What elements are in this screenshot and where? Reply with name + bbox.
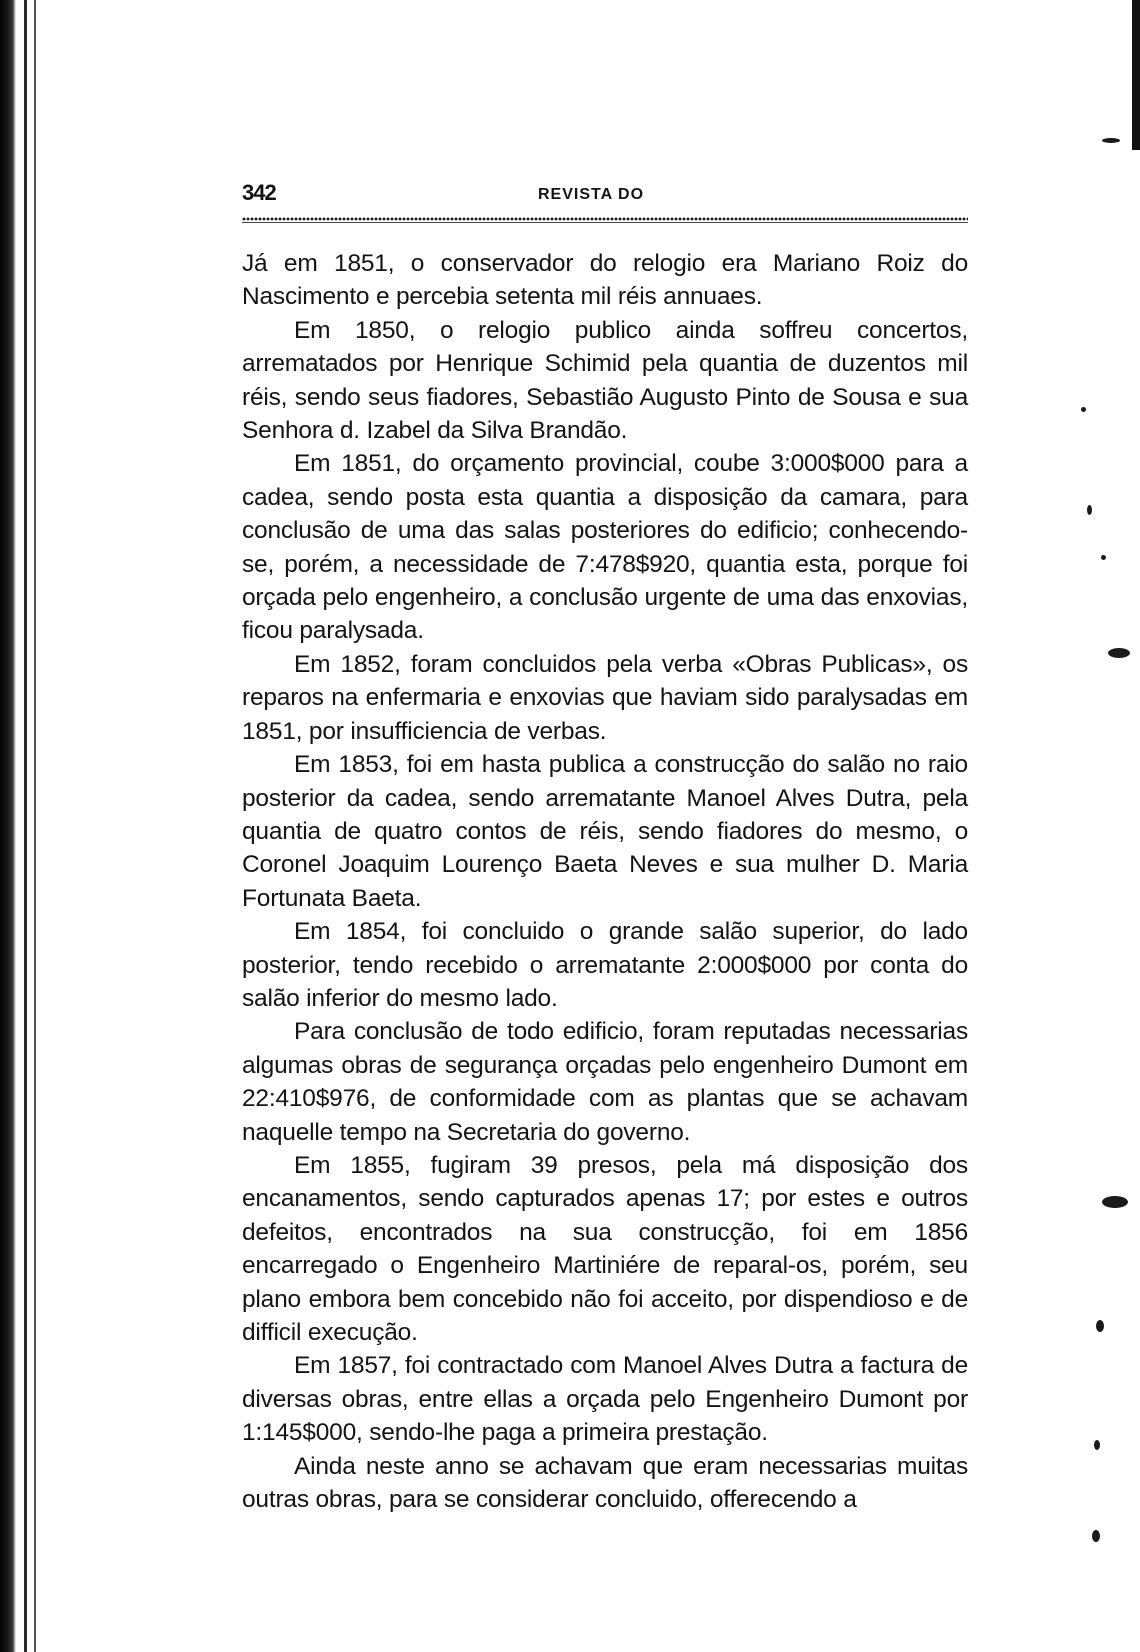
scan-speck bbox=[1096, 1320, 1104, 1332]
paragraph: Em 1851, do orçamento provincial, coube 3:000$000 para a cadea, sendo posta esta quantia a disposição da camara, para conclusão de uma das salas posteriores do edificio; conhecendo-se, porém, a necessidade de 7:478$920, quantia esta, porque foi orçada pelo engenheiro, a conclusão urgente de uma das enxovias, ficou paralysada. bbox=[242, 450, 968, 645]
paragraph: Em 1852, foram concluidos pela verba «Obras Publicas», os reparos na enfermaria e enxovias que haviam sido paralysadas em 1851, por insufficiencia de verbas. bbox=[242, 650, 968, 745]
paragraph: Em 1854, foi concluido o grande salão superior, do lado posterior, tendo recebido o arrematante 2:000$000 por conta do salão inferior do mesmo lado. bbox=[242, 918, 968, 1012]
paragraph: Em 1857, foi contractado com Manoel Alves Dutra a factura de diversas obras, entre ellas a orçada pelo Engenheiro Dumont por 1:145$000, sendo-lhe paga a primeira prestação. bbox=[242, 1352, 968, 1447]
running-title: REVISTA DO bbox=[538, 186, 645, 203]
scan-speck bbox=[1108, 648, 1130, 658]
page-number: 342 bbox=[242, 180, 276, 205]
paragraph: Já em 1851, o conservador do relogio era Mariano Roiz do Nascimento e percebia setenta mil réis annuaes. bbox=[242, 250, 968, 311]
binding-line bbox=[24, 0, 27, 1652]
book-page bbox=[242, 180, 968, 1516]
binding-line bbox=[34, 0, 36, 1652]
scan-speck bbox=[1092, 1530, 1100, 1542]
scan-speck bbox=[1102, 1196, 1128, 1208]
binding-shadow bbox=[0, 0, 16, 1652]
scan-speck bbox=[1101, 555, 1106, 560]
paragraph: Em 1850, o relogio publico ainda soffreu concertos, arrematados por Henrique Schimid pela quantia de duzentos mil réis, sendo seus fiadores, Sebastião Augusto Pinto de Sousa e sua Senhora d. Izabel da Silva Brandão. bbox=[242, 316, 968, 445]
paragraph: Em 1855, fugiram 39 presos, pela má disposição dos encanamentos, sendo capturados apenas 17; por estes e outros defeitos, encontrados na sua construcção, foi em 1856 encarregado o Engenheiro Martiniére de reparal-os, porém, seu plano embora bem concebido não foi acceito, por dispendioso e de difficil execução. bbox=[242, 1151, 968, 1346]
body-text bbox=[242, 247, 968, 1516]
scan-speck bbox=[1102, 138, 1120, 143]
scan-speck bbox=[1081, 407, 1086, 412]
page-edge-mark bbox=[1132, 0, 1140, 150]
book-binding-edge bbox=[0, 0, 44, 1652]
header-rule bbox=[242, 216, 968, 223]
paragraph: Para conclusão de todo edificio, foram reputadas necessarias algumas obras de segurança orçadas pelo engenheiro Dumont em 22:410$976, de conformidade com as plantas que se achavam naquelle tempo na Secretaria do governo. bbox=[242, 1018, 968, 1146]
running-head bbox=[242, 180, 968, 214]
scan-speck bbox=[1094, 1440, 1100, 1450]
paragraph: Em 1853, foi em hasta publica a construcção do salão no raio posterior da cadea, sendo arrematante Manoel Alves Dutra, pela quantia de quatro contos de réis, sendo fiadores do mesmo, o Coronel Joaquim Lourenço Baeta Neves e sua mulher D. Maria Fortunata Baeta. bbox=[242, 751, 968, 912]
paragraph: Ainda neste anno se achavam que eram necessarias muitas outras obras, para se considerar concluido, offerecendo a bbox=[242, 1452, 968, 1514]
scan-speck bbox=[1087, 505, 1092, 515]
